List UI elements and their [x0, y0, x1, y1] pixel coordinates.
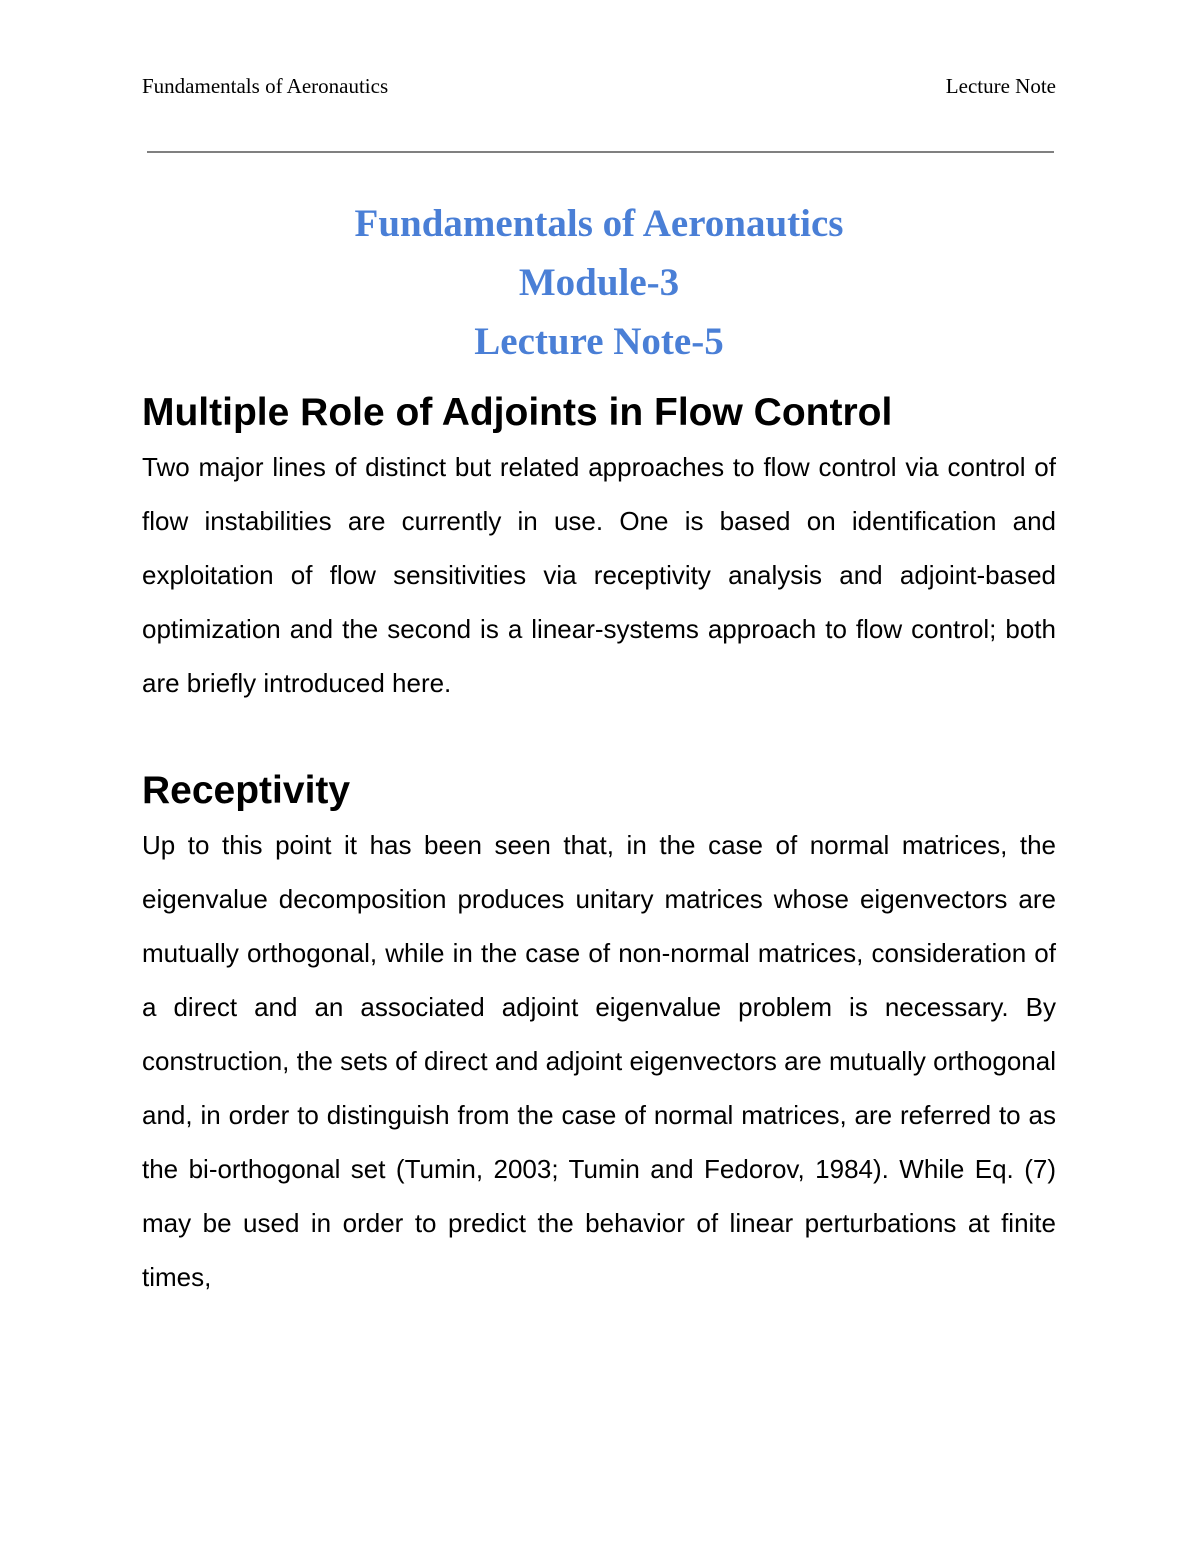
lecture-title: Lecture Note-5 — [474, 320, 724, 363]
paragraph-receptivity: Up to this point it has been seen that, in the case of normal matrices, the eigenvalue decomposition produces unitary matrices whose eigenvectors are mutually orthogonal, while in the case of non-normal matrices, consideration of a direct and an associated adjoint eigenvalue problem is necessary. By construction, the sets of direct and adjoint eigenvectors are mutually orthogonal and, in order to distinguish from the case of normal matrices, are referred to as the bi-orthogonal set (Tumin, 2003; Tumin and Fedorov, 1984). While Eq. (7) may be used in order to predict the behavior of linear perturbations at finite times, — [142, 830, 1056, 1292]
section-heading-receptivity: Receptivity — [142, 769, 351, 812]
running-header — [142, 72, 1056, 100]
module-title: Module-3 — [518, 261, 680, 304]
document-body — [142, 386, 1056, 1304]
header-course-title: Fundamentals of Aeronautics — [142, 74, 389, 98]
paragraph-spacer — [142, 710, 1056, 764]
header-divider — [147, 151, 1054, 153]
header-doc-type: Lecture Note — [945, 74, 1056, 98]
course-title: Fundamentals of Aeronautics — [354, 202, 844, 245]
paragraph-adjoints: Two major lines of distinct but related approaches to flow control via control of flow instabilities are currently in use. One is based on identification and exploitation of flow sensitivities via receptivity analysis and adjoint-based optimization and the second is a linear-systems approach to flow control; both are briefly introduced here. — [142, 452, 1056, 698]
title-block — [142, 194, 1056, 371]
section-heading-adjoints: Multiple Role of Adjoints in Flow Control — [142, 391, 893, 434]
